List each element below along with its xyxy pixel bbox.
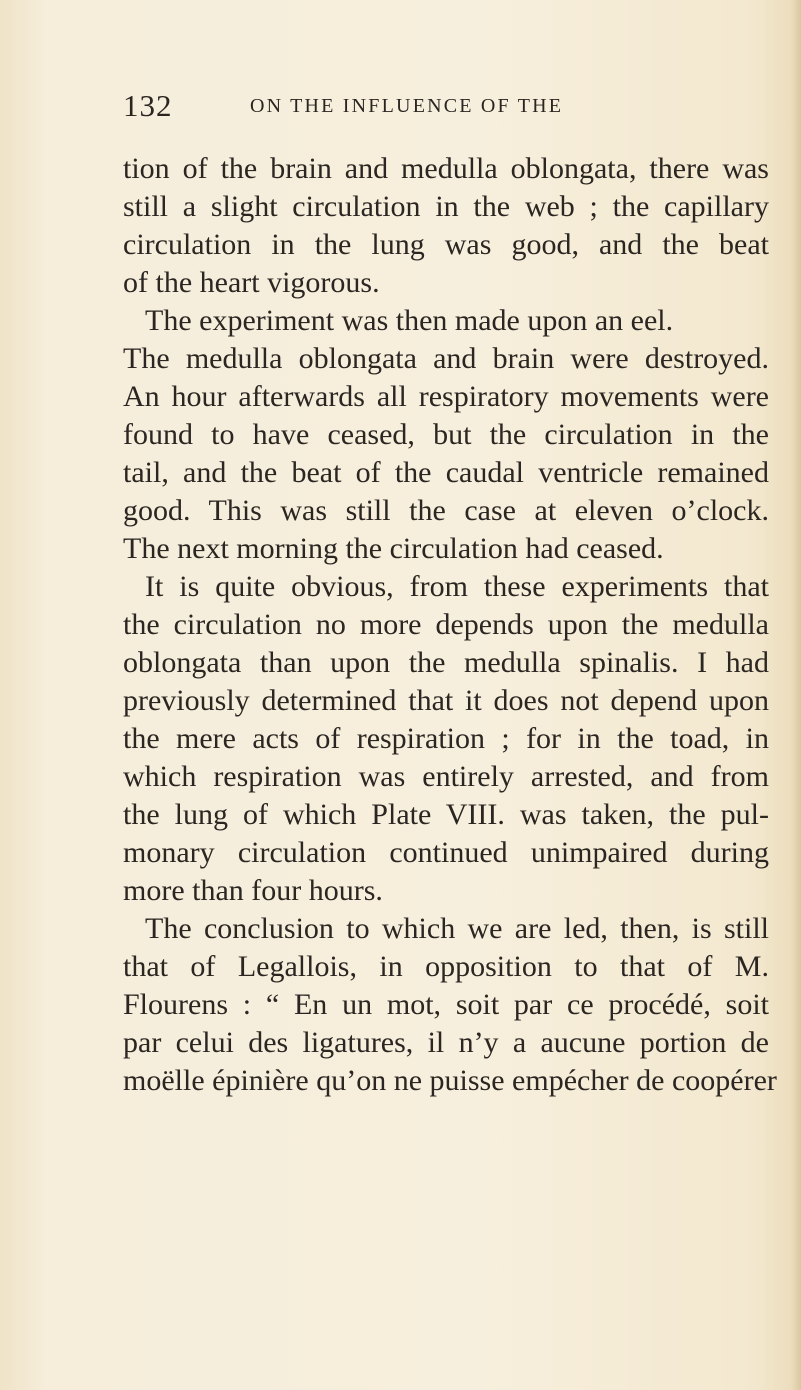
text-line: the circulation no more depends upon the medulla [123,608,769,641]
text-line: moëlle épinière qu’on ne puisse empécher de coopérer [123,1064,777,1097]
text-line: par celui des ligatures, il n’y a aucune portion de [123,1026,769,1059]
text-line: good. This was still the case at eleven o’clock. [123,494,769,527]
text-line: It is quite obvious, from these experiments that [145,570,769,603]
page-header [123,88,603,128]
text-line: previously determined that it does not depend upon [123,684,769,717]
page-edge-shadow [791,0,801,1390]
body-text [123,150,777,1100]
text-line: tail, and the beat of the caudal ventricle remained [123,456,769,489]
text-line: the mere acts of respiration ; for in the toad, in [123,722,769,755]
text-line: that of Legallois, in opposition to that of M. [123,950,769,983]
running-head: ON THE INFLUENCE OF THE [250,95,564,117]
text-line: tion of the brain and medulla oblongata, there was [123,152,769,185]
text-line: the lung of which Plate VIII. was taken, the pul- [123,798,769,831]
text-line: more than four hours. [123,874,383,907]
text-line: oblongata than upon the medulla spinalis. I had [123,646,769,679]
text-line: found to have ceased, but the circulation in the [123,418,769,451]
text-line: of the heart vigorous. [123,266,380,299]
text-line: The experiment was then made upon an eel. [145,304,674,337]
text-line: circulation in the lung was good, and the beat [123,228,769,261]
text-line: monary circulation continued unimpaired during [123,836,769,869]
text-line: which respiration was entirely arrested, and from [123,760,769,793]
text-line: The medulla oblongata and brain were destroyed. [123,342,769,375]
text-line: The conclusion to which we are led, then, is still [145,912,769,945]
text-line: still a slight circulation in the web ; the capillary [123,190,769,223]
page-number: 132 [123,88,173,123]
text-line: The next morning the circulation had ceased. [123,532,664,565]
text-line: An hour afterwards all respiratory movements were [123,380,769,413]
text-line: Flourens : “ En un mot, soit par ce procédé, soit [123,988,769,1021]
